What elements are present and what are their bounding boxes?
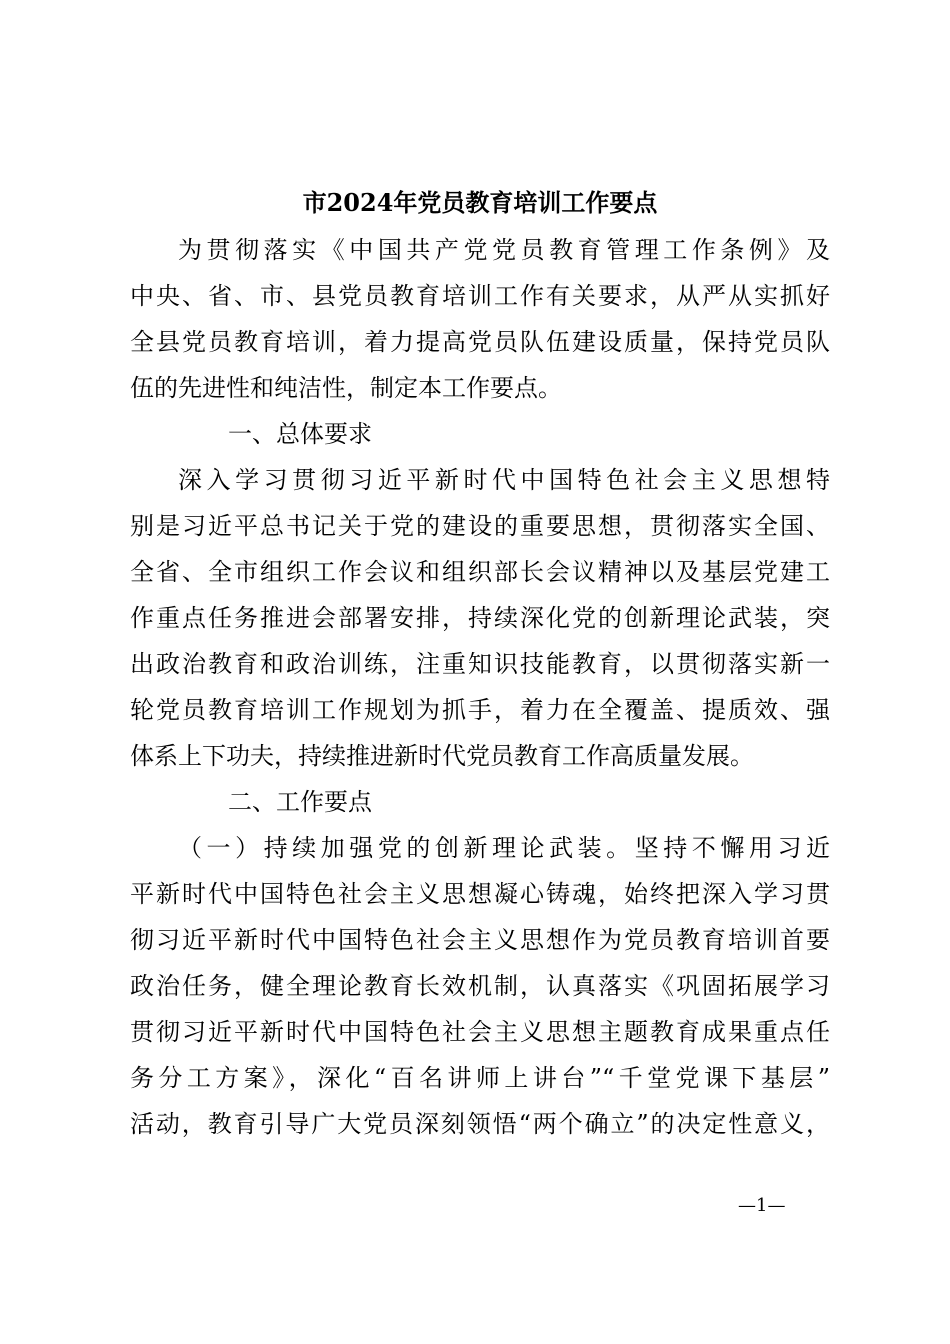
section1-line: 轮党员教育培训工作规划为抓手，着力在全覆盖、提质效、强 [130, 696, 830, 724]
section2-line: （一）持续加强党的创新理论武装。坚持不懈用习近 [178, 834, 830, 862]
section1-line: 作重点任务推进会部署安排，持续深化党的创新理论武装，突 [130, 604, 830, 632]
page-number: —1— [738, 1195, 786, 1216]
section1-line: 别是习近平总书记关于党的建设的重要思想，贯彻落实全国、 [130, 512, 830, 540]
section2-line: 活动，教育引导广大党员深刻领悟“两个确立”的决定性意义， [130, 1110, 830, 1138]
section-heading-overall-requirements: 一、总体要求 [228, 420, 372, 448]
section1-line: 全省、全市组织工作会议和组织部长会议精神以及基层党建工 [130, 558, 830, 586]
section1-line: 出政治教育和政治训练，注重知识技能教育，以贯彻落实新一 [130, 650, 830, 678]
section2-line: 平新时代中国特色社会主义思想凝心铸魂，始终把深入学习贯 [130, 880, 830, 908]
intro-line: 中央、省、市、县党员教育培训工作有关要求，从严从实抓好 [130, 282, 830, 310]
section1-line: 深入学习贯彻习近平新时代中国特色社会主义思想特 [178, 466, 830, 494]
intro-line: 伍的先进性和纯洁性，制定本工作要点。 [130, 374, 562, 402]
section2-line: 彻习近平新时代中国特色社会主义思想作为党员教育培训首要 [130, 926, 830, 954]
intro-line: 全县党员教育培训，着力提高党员队伍建设质量，保持党员队 [130, 328, 830, 356]
section2-line: 务分工方案》，深化“百名讲师上讲台”“千堂党课下基层” [130, 1064, 830, 1092]
section1-line: 体系上下功夫，持续推进新时代党员教育工作高质量发展。 [130, 742, 754, 770]
section-heading-work-points: 二、工作要点 [228, 788, 372, 816]
section2-line: 贯彻习近平新时代中国特色社会主义思想主题教育成果重点任 [130, 1018, 830, 1046]
section2-line: 政治任务，健全理论教育长效机制，认真落实《巩固拓展学习 [130, 972, 830, 1000]
intro-line: 为贯彻落实《中国共产党党员教育管理工作条例》及 [178, 236, 830, 264]
document-title: 市2024年党员教育培训工作要点 [302, 188, 658, 217]
